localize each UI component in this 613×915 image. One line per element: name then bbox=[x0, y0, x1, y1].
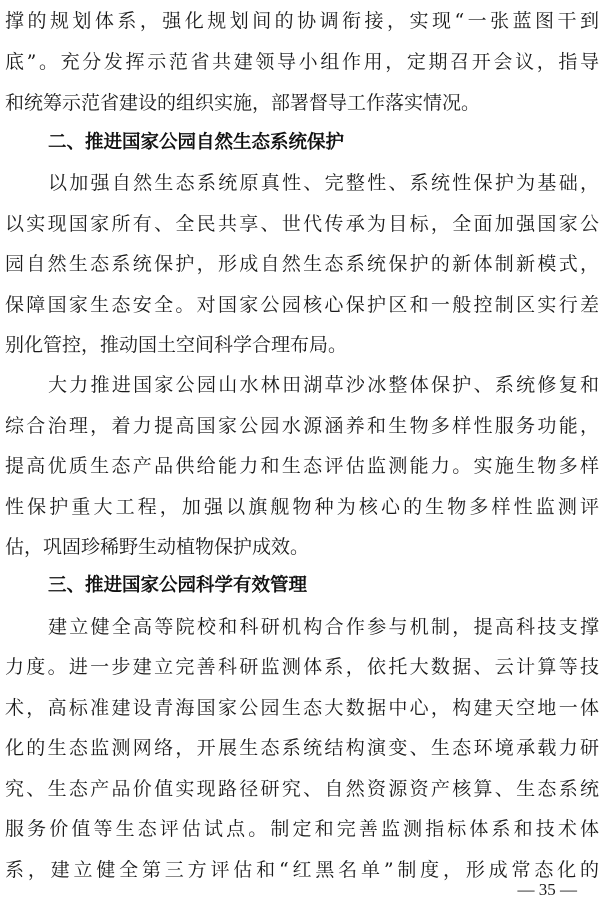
text-line: 性保护重大工程，加强以旗舰物种为核心的生物多样性监测评 bbox=[5, 496, 599, 518]
text-line: 以实现国家所有、全民共享、世代传承为目标，全面加强国家公 bbox=[5, 213, 599, 235]
text-line: 估，巩固珍稀野生动植物保护成效。 bbox=[5, 536, 310, 558]
text-line: 和统筹示范省建设的组织实施，部署督导工作落实情况。 bbox=[5, 92, 481, 114]
text-line: 综合治理，着力提高国家公园水源涵养和生物多样性服务功能， bbox=[5, 415, 599, 437]
text-line: 服务价值等生态评估试点。制定和完善监测指标体系和技术体 bbox=[5, 818, 599, 840]
text-line: 大力推进国家公园山水林田湖草沙冰整体保护、系统修复和 bbox=[48, 374, 599, 396]
text-line: 术，高标准建设青海国家公园生态大数据中心，构建天空地一体 bbox=[5, 697, 599, 719]
text-line: 建立健全高等院校和科研机构合作参与机制，提高科技支撑 bbox=[48, 616, 599, 638]
text-line: 提高优质生态产品供给能力和生态评估监测能力。实施生物多样 bbox=[5, 455, 599, 477]
text-line: 究、生态产品价值实现路径研究、自然资源资产核算、生态系统 bbox=[5, 778, 599, 800]
text-line: 底”。充分发挥示范省共建领导小组作用，定期召开会议，指导 bbox=[5, 51, 599, 73]
text-line: 力度。进一步建立完善科研监测体系，依托大数据、云计算等技 bbox=[5, 656, 599, 678]
text-line: 撑的规划体系，强化规划间的协调衔接，实现“一张蓝图干到 bbox=[5, 10, 599, 32]
text-line: 别化管控，推动国土空间科学合理布局。 bbox=[5, 334, 348, 356]
text-line: 园自然生态系统保护，形成自然生态系统保护的新体制新模式， bbox=[5, 253, 599, 275]
text-line: 化的生态监测网络，开展生态系统结构演变、生态环境承载力研 bbox=[5, 737, 599, 759]
section-heading: 二、推进国家公园自然生态系统保护 bbox=[48, 132, 345, 153]
page-number: — 35 — bbox=[517, 880, 577, 899]
section-heading: 三、推进国家公园科学有效管理 bbox=[48, 575, 308, 596]
text-line: 以加强自然生态系统原真性、完整性、系统性保护为基础， bbox=[48, 172, 599, 194]
text-line: 系，建立健全第三方评估和“红黑名单”制度，形成常态化的 bbox=[5, 859, 599, 881]
text-line: 保障国家生态安全。对国家公园核心保护区和一般控制区实行差 bbox=[5, 294, 599, 316]
